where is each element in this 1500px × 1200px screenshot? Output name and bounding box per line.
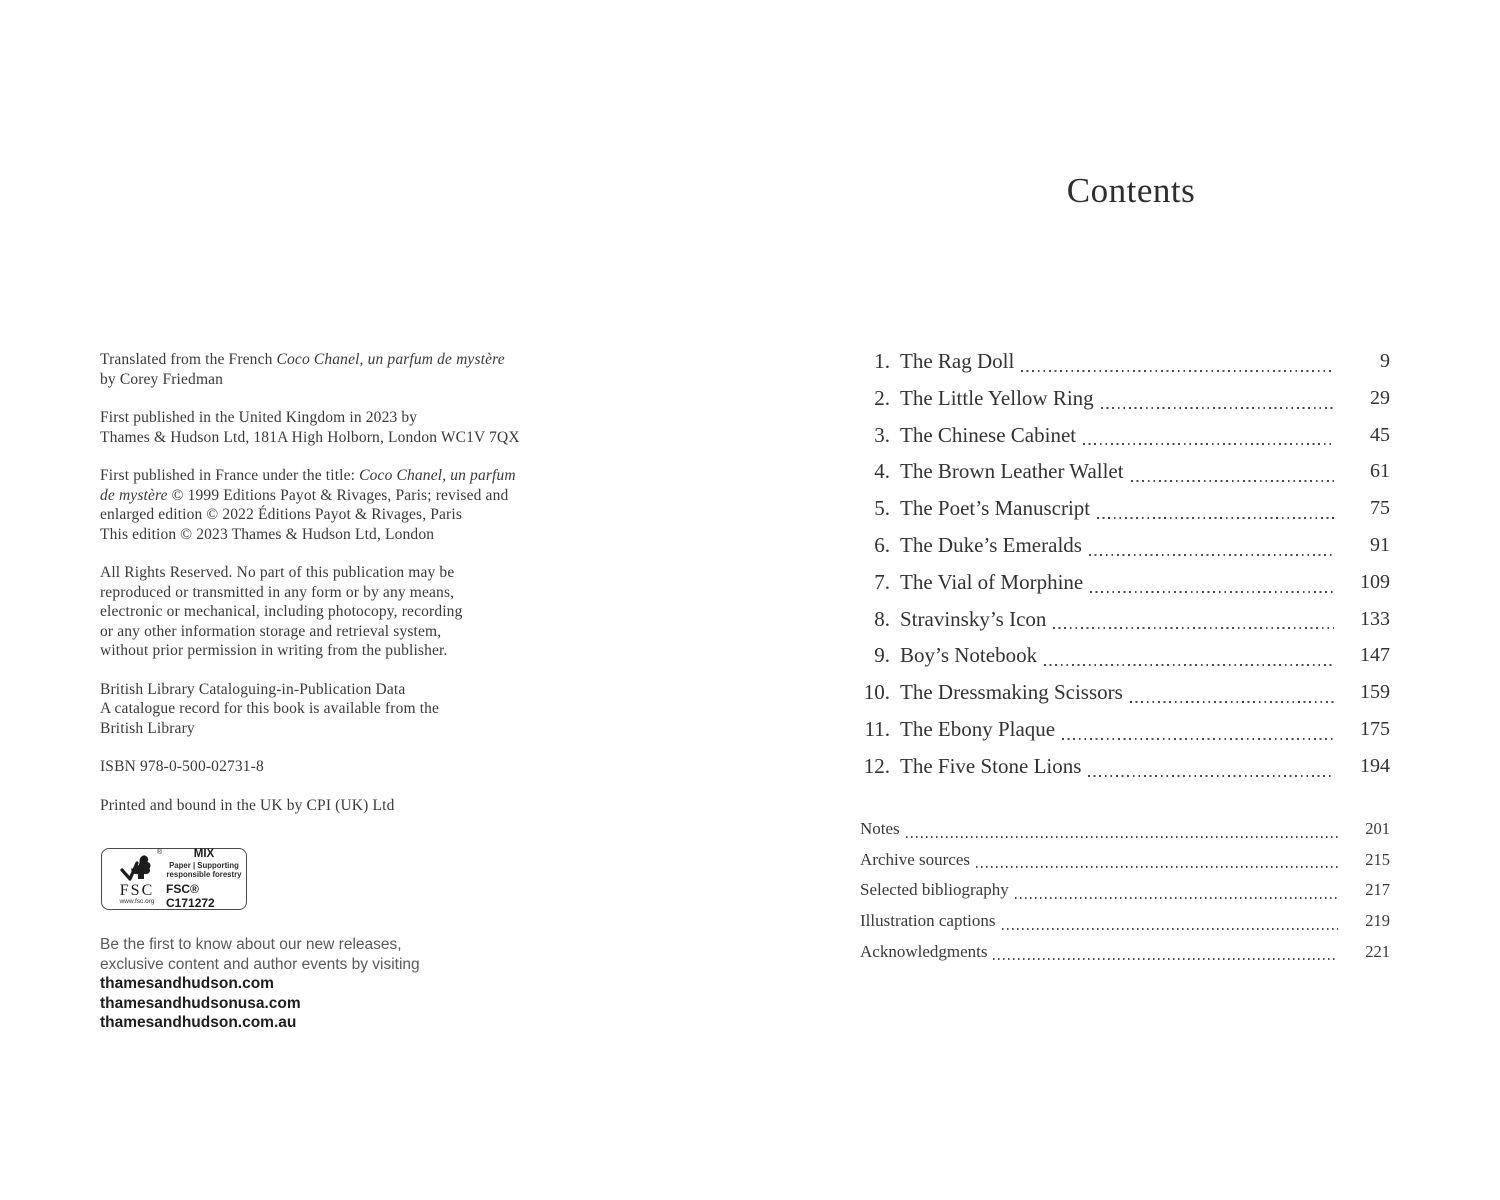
registered-mark-icon: ® (156, 849, 162, 856)
chapter-page-number: 194 (1360, 754, 1390, 777)
fsc-license-number: FSC® C171272 (166, 882, 215, 910)
promo-line2: exclusive content and author events by visiting (100, 955, 420, 973)
translation-credit (100, 350, 528, 389)
fr-line2-italic: de mystère (100, 486, 168, 504)
fr-line1 (100, 466, 528, 486)
backmatter-page-number: 221 (1365, 941, 1390, 961)
backmatter-title: Acknowledgments (860, 941, 988, 961)
dot-leader (1062, 738, 1334, 740)
toc-entry (858, 637, 1390, 674)
dot-leader (993, 958, 1338, 960)
printer-credit: Printed and bound in the UK by CPI (UK) Ltd (100, 796, 395, 814)
chapter-title: The Rag Doll (900, 349, 1015, 373)
chapter-page-number: 91 (1370, 533, 1390, 556)
toc-entry (858, 711, 1390, 748)
publisher-promo-block (100, 935, 520, 1033)
chapter-page-number: 29 (1370, 386, 1390, 409)
dot-leader (1088, 775, 1334, 777)
first-published-france (100, 466, 528, 544)
backmatter-page-number: 217 (1365, 880, 1390, 900)
fsc-tagline2: responsible forestry (166, 870, 242, 879)
chapter-number: 10. (863, 680, 890, 705)
dot-leader (906, 836, 1338, 838)
backmatter-page-number: 219 (1365, 911, 1390, 931)
chapter-number: 1. (874, 349, 890, 373)
toc-entry (858, 343, 1390, 380)
dot-leader (1101, 407, 1334, 409)
chapter-number: 8. (874, 606, 890, 631)
chapter-number: 3. (874, 422, 890, 447)
imprint-text-column (100, 350, 528, 834)
backmatter-entry (860, 814, 1390, 845)
fr-line4: This edition © 2023 Thames & Hudson Ltd, London (100, 525, 435, 543)
backmatter-page-number: 201 (1365, 819, 1390, 838)
dot-leader (1131, 480, 1334, 482)
translation-line1 (100, 350, 528, 370)
rights-line1: All Rights Reserved. No part of this publication may be (100, 564, 455, 581)
chapter-title: The Chinese Cabinet (900, 422, 1077, 447)
backmatter-title: Archive sources (860, 849, 970, 869)
backmatter-list (860, 814, 1390, 967)
chapter-page-number: 61 (1370, 460, 1390, 483)
fsc-tagline1: Paper | Supporting (169, 861, 239, 870)
chapter-page-number: 9 (1380, 350, 1390, 372)
dot-leader (1130, 701, 1334, 703)
toc-entry (858, 380, 1390, 417)
rights-notice (100, 563, 528, 661)
chapter-page-number: 133 (1360, 607, 1390, 630)
chapter-number: 2. (874, 385, 890, 410)
dot-leader (1044, 664, 1334, 666)
dot-leader (1089, 554, 1334, 556)
backmatter-entry (860, 845, 1390, 876)
fr-line2 (100, 486, 528, 506)
chapter-title: The Little Yellow Ring (900, 385, 1094, 410)
chapter-title: The Brown Leather Wallet (900, 459, 1124, 484)
chapter-title: Stravinsky’s Icon (900, 606, 1047, 631)
backmatter-title: Illustration captions (860, 911, 996, 931)
chapter-list (858, 343, 1390, 785)
rights-line5: without prior permission in writing from the publisher. (100, 642, 448, 659)
cip-line3: British Library (100, 719, 195, 737)
dot-leader (1097, 517, 1334, 519)
fsc-mix-label: MIX (193, 848, 215, 860)
toc-entry (858, 527, 1390, 564)
chapter-title: The Five Stone Lions (900, 753, 1082, 778)
chapter-page-number: 147 (1360, 644, 1390, 667)
rights-line2: reproduced or transmitted in any form or by any means, (100, 583, 455, 601)
fr-line1-normal: First published in France under the title: (100, 467, 360, 484)
chapter-number: 12. (863, 753, 890, 778)
fr-line2-normal: © 1999 Editions Payot & Rivages, Paris; revised and (167, 486, 509, 504)
promo-line1: Be the first to know about our new releases, (100, 936, 402, 953)
cip-line1: British Library Cataloguing-in-Publication Data (100, 680, 406, 698)
publisher-url: thamesandhudsonusa.com (100, 994, 301, 1012)
uk-line1: First published in the United Kingdom in 2023 by (100, 409, 418, 426)
chapter-number: 9. (874, 643, 890, 668)
chapter-title: The Poet’s Manuscript (900, 496, 1091, 521)
book-title-italic: Coco Chanel, un parfum de mystère (276, 351, 505, 368)
backmatter-title: Notes (860, 819, 900, 838)
page-title: Contents (1066, 171, 1196, 210)
chapter-number: 5. (874, 496, 890, 521)
chapter-title: The Duke’s Emeralds (900, 532, 1082, 557)
dot-leader (1015, 897, 1338, 899)
fsc-url: www.fsc.org (119, 898, 155, 905)
dot-leader (1021, 370, 1334, 372)
toc-entry (858, 490, 1390, 527)
publisher-url: thamesandhudson.com.au (100, 1014, 297, 1032)
fr-line1-italic: Coco Chanel, un parfum (359, 467, 516, 484)
publisher-url-list (100, 974, 520, 1033)
backmatter-entry (860, 875, 1390, 906)
toc-entry (858, 674, 1390, 711)
translation-prefix: Translated from the French (100, 351, 277, 368)
backmatter-title: Selected bibliography (860, 880, 1009, 900)
toc-entry (858, 453, 1390, 490)
chapter-title: The Dressmaking Scissors (900, 680, 1123, 705)
backmatter-entry (860, 906, 1390, 937)
chapter-page-number: 75 (1370, 497, 1390, 520)
fsc-details-block (166, 848, 246, 910)
dot-leader (976, 866, 1338, 868)
toc-entry (858, 601, 1390, 638)
chapter-page-number: 109 (1360, 570, 1390, 593)
publisher-url: thamesandhudson.com (100, 975, 274, 993)
rights-line4: or any other information storage and retrieval system, (100, 622, 442, 640)
chapter-page-number: 159 (1360, 681, 1390, 704)
chapter-number: 11. (864, 716, 890, 741)
fsc-logo-block (102, 849, 166, 906)
first-published-uk (100, 408, 528, 447)
british-library-cip (100, 680, 528, 739)
chapter-title: The Ebony Plaque (900, 716, 1056, 741)
isbn: ISBN 978-0-500-02731-8 (100, 758, 264, 775)
toc-entry (858, 564, 1390, 601)
fr-line3: enlarged edition © 2022 Éditions Payot & Rivages, Paris (100, 506, 462, 523)
chapter-title: Boy’s Notebook (900, 643, 1038, 668)
chapter-number: 7. (874, 569, 890, 594)
fsc-brand-text: FSC (119, 882, 155, 899)
backmatter-page-number: 215 (1365, 849, 1390, 869)
chapter-page-number: 175 (1360, 717, 1390, 740)
dot-leader (1002, 928, 1338, 930)
fsc-certification-label (101, 848, 247, 910)
dot-leader (1090, 591, 1334, 593)
cip-line2: A catalogue record for this book is available from the (100, 700, 440, 717)
backmatter-entry (860, 937, 1390, 968)
fsc-tree-checkmark-icon (120, 849, 162, 884)
toc-entry (858, 417, 1390, 454)
chapter-page-number: 45 (1370, 423, 1390, 446)
chapter-number: 6. (874, 532, 890, 557)
chapter-title: The Vial of Morphine (900, 569, 1084, 594)
dot-leader (1083, 443, 1334, 445)
dot-leader (1053, 627, 1334, 629)
toc-entry (858, 748, 1390, 785)
chapter-number: 4. (874, 459, 890, 484)
rights-line3: electronic or mechanical, including photocopy, recording (100, 603, 463, 620)
translator-name: by Corey Friedman (100, 370, 224, 388)
uk-line2: Thames & Hudson Ltd, 181A High Holborn, London WC1V 7QX (100, 428, 520, 446)
